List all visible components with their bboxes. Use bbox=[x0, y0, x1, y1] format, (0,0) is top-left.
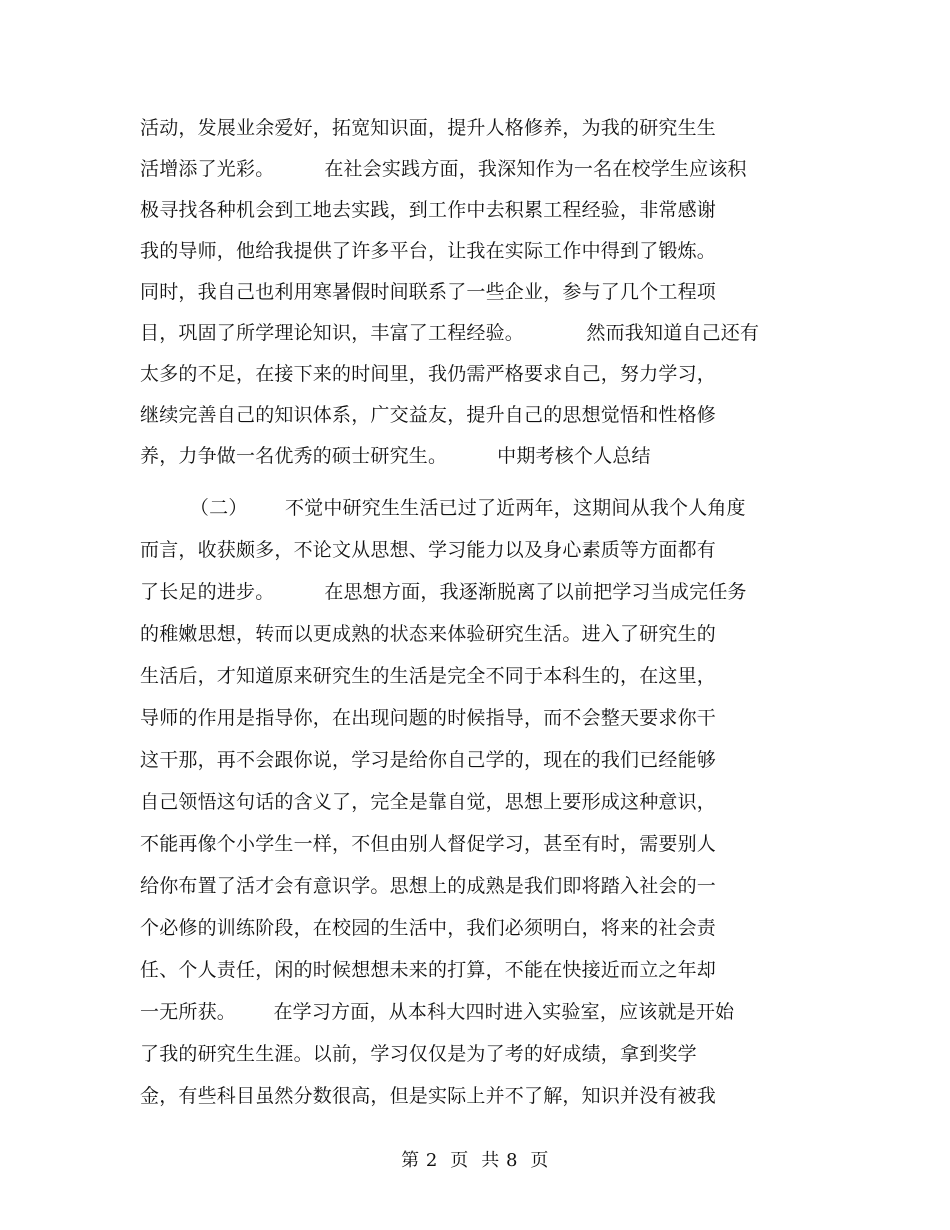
text-line: 生活后，才知道原来研究生的生活是完全不同于本科生的，在这里， bbox=[140, 665, 717, 687]
text-line: 给你布置了活才会有意识学。思想上的成熟是我们即将踏入社会的一 bbox=[140, 875, 717, 897]
text-line: 活增添了光彩。 在社会实践方面，我深知作为一名在校学生应该积 bbox=[140, 158, 747, 180]
text-line: 任、个人责任，闲的时候想想未来的打算，不能在快接近而立之年却 bbox=[140, 959, 717, 981]
text-line: 金，有些科目虽然分数很高，但是实际上并不了解，知识并没有被我 bbox=[140, 1085, 717, 1107]
text-line: 极寻找各种机会到工地去实践，到工作中去积累工程经验，非常感谢 bbox=[140, 199, 717, 221]
text-line: 的稚嫩思想，转而以更成熟的状态来体验研究生活。进入了研究生的 bbox=[140, 623, 717, 645]
text-line: 这干那，再不会跟你说，学习是给你自己学的，现在的我们已经能够 bbox=[140, 749, 717, 771]
text-line: 活动，发展业余爱好，拓宽知识面，提升人格修养，为我的研究生生 bbox=[140, 117, 717, 139]
text-line: 一无所获。 在学习方面，从本科大四时进入实验室，应该就是开始 bbox=[140, 1001, 735, 1023]
text-line: 个必修的训练阶段，在校园的生活中，我们必须明白，将来的社会责 bbox=[140, 917, 717, 939]
text-line: 太多的不足，在接下来的时间里，我仍需严格要求自己，努力学习， bbox=[140, 363, 717, 385]
text-line: 目，巩固了所学理论知识，丰富了工程经验。 然而我知道自己还有 bbox=[140, 322, 760, 344]
text-line: 而言，收获颇多，不论文从思想、学习能力以及身心素质等方面都有 bbox=[140, 539, 717, 561]
text-line: （二） 不觉中研究生生活已过了近两年，这期间从我个人角度 bbox=[140, 497, 746, 519]
text-line: 自己领悟这句话的含义了，完全是靠自觉，思想上要形成这种意识， bbox=[140, 791, 717, 813]
text-line: 我的导师，他给我提供了许多平台，让我在实际工作中得到了锻炼。 bbox=[140, 240, 717, 262]
text-line: 继续完善自己的知识体系，广交益友，提升自己的思想觉悟和性格修 bbox=[140, 404, 717, 426]
text-line: 养，力争做一名优秀的硕士研究生。 中期考核个人总结 bbox=[140, 445, 651, 467]
text-line: 了长足的进步。 在思想方面，我逐渐脱离了以前把学习当成完任务 bbox=[140, 581, 747, 603]
text-line: 导师的作用是指导你，在出现问题的时候指导，而不会整天要求你干 bbox=[140, 707, 717, 729]
text-line: 不能再像个小学生一样，不但由别人督促学习，甚至有时，需要别人 bbox=[140, 833, 717, 855]
text-line: 了我的研究生生涯。以前，学习仅仅是为了考的好成绩，拿到奖学 bbox=[140, 1043, 697, 1065]
text-line: 同时，我自己也利用寒暑假时间联系了一些企业，参与了几个工程项 bbox=[140, 281, 717, 303]
page-footer: 第 2 页 共 8 页 bbox=[401, 1150, 549, 1171]
